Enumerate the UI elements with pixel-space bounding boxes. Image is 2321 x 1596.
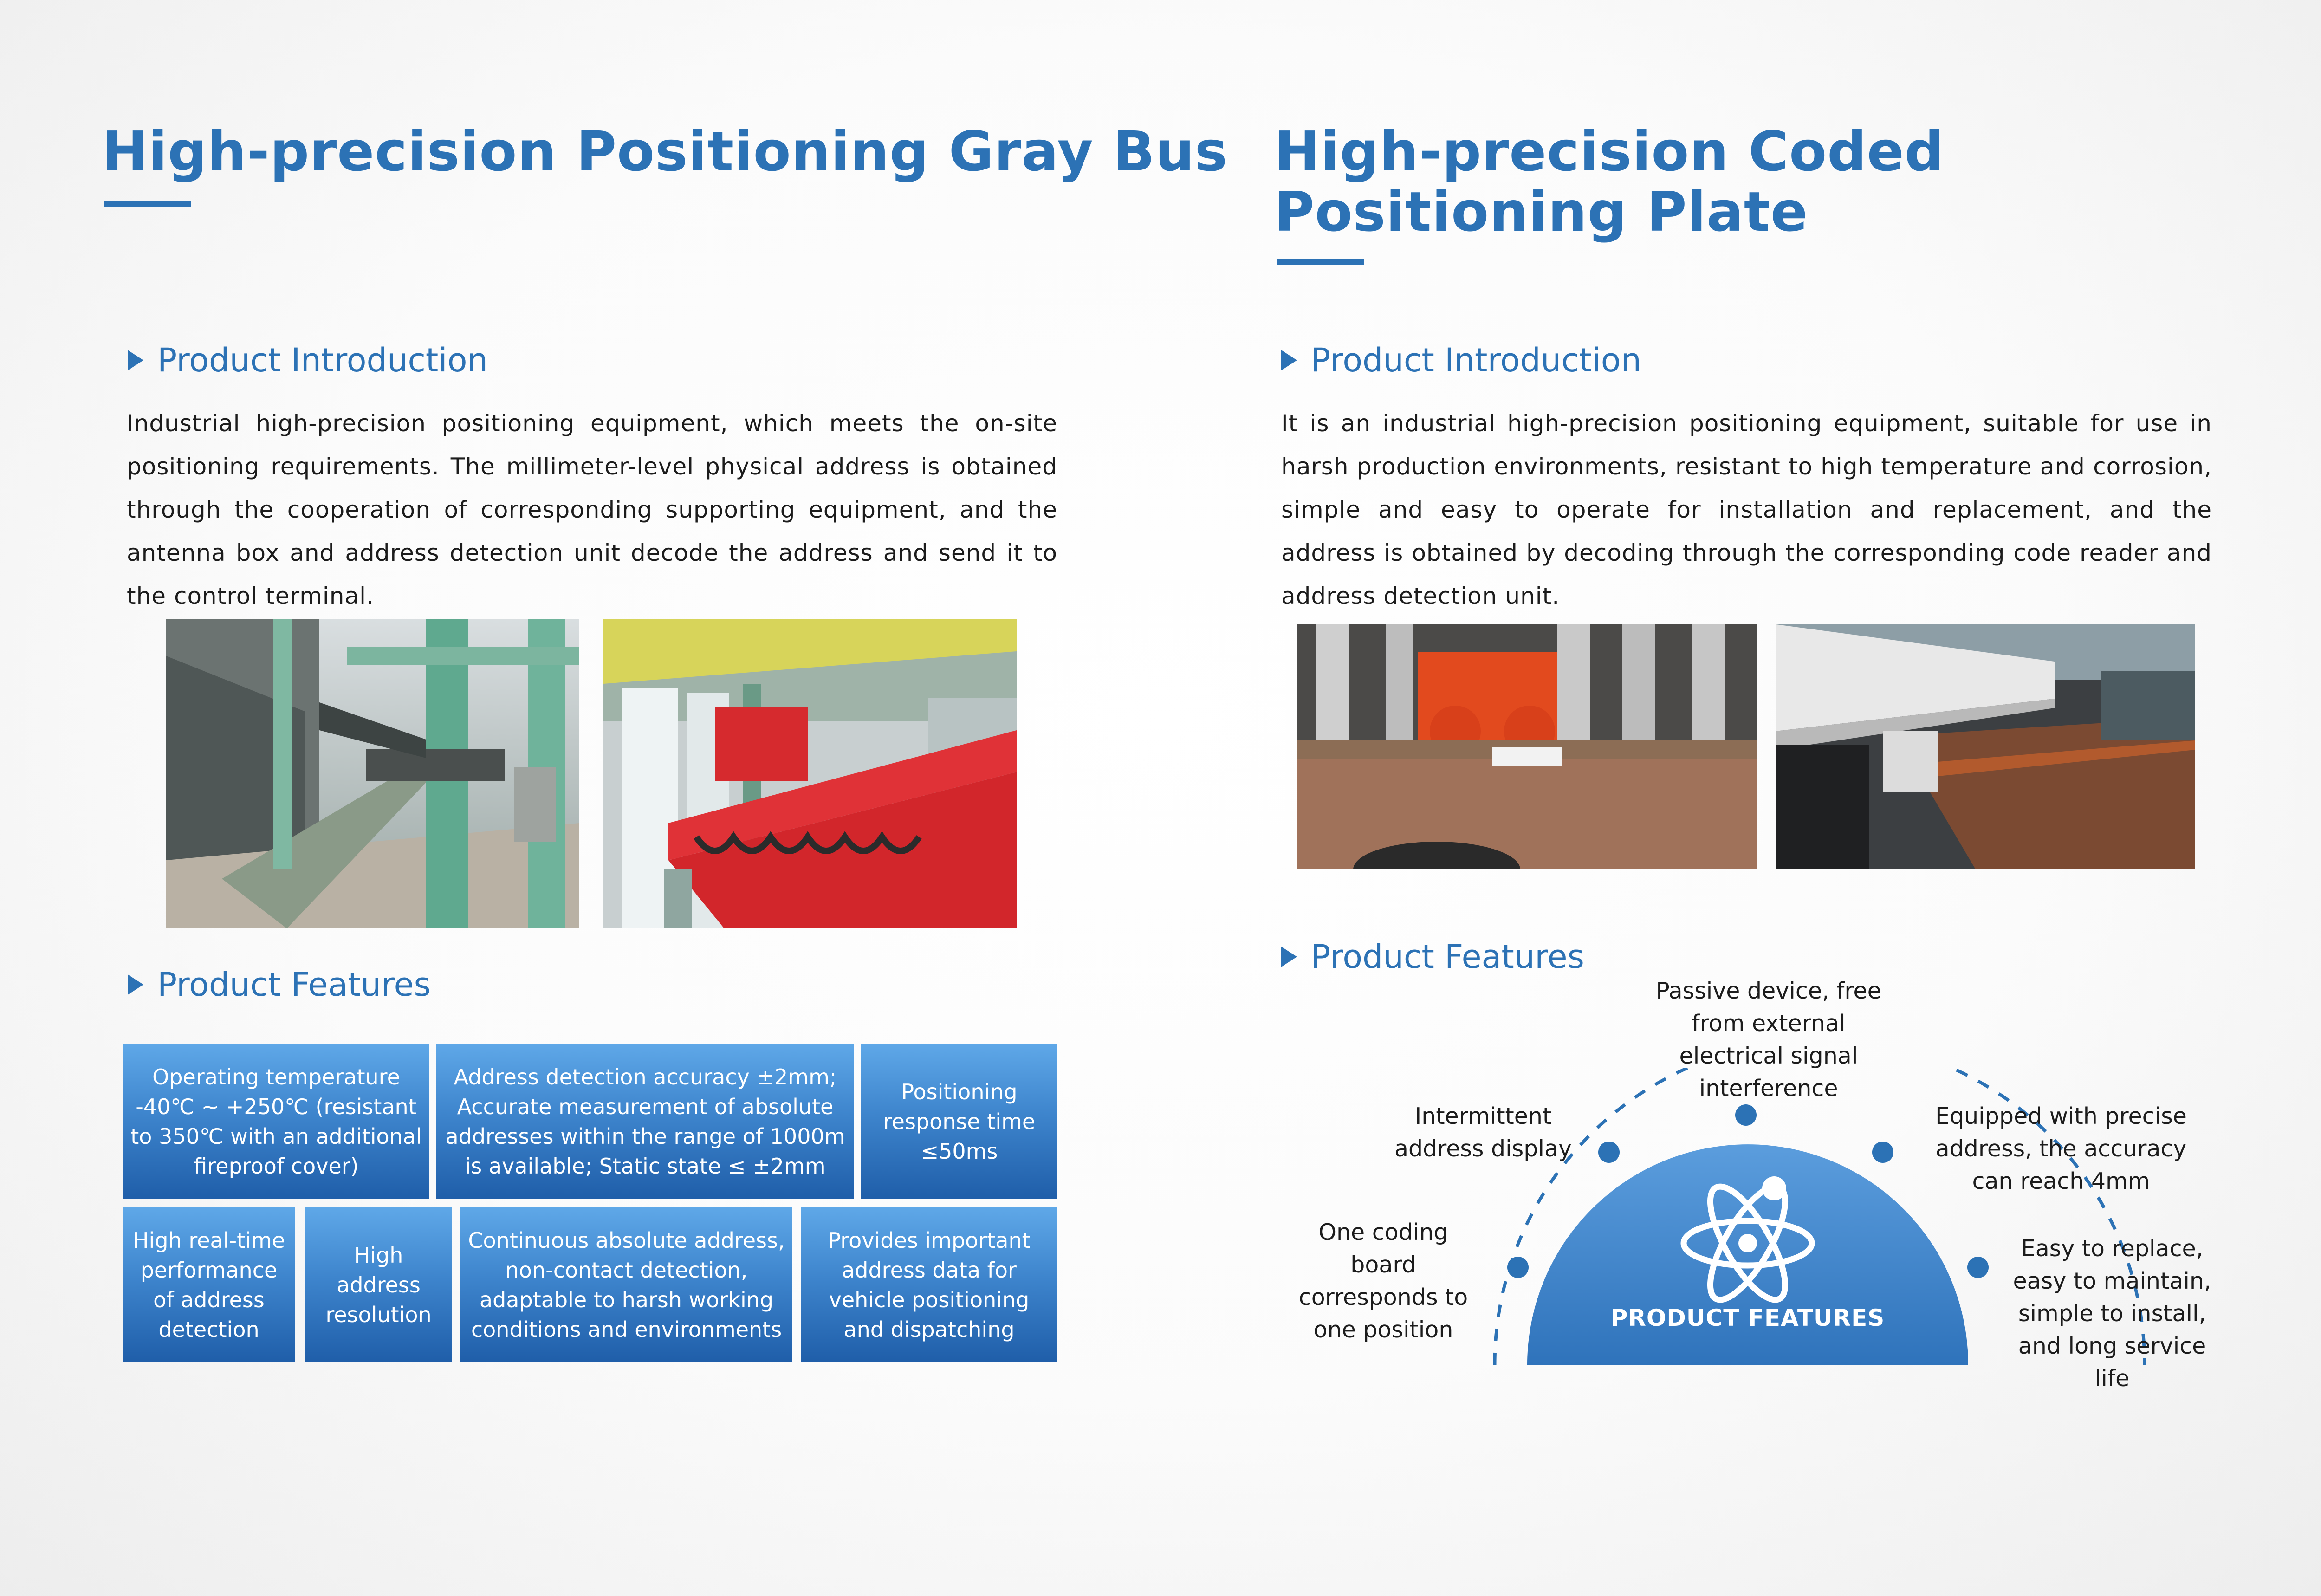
- gray-bus-crane-photo: [603, 619, 1017, 928]
- right-title-underline: [1277, 259, 1364, 265]
- right-title-line2: Positioning Plate: [1274, 179, 1809, 244]
- triangle-bullet-icon: [1281, 350, 1297, 370]
- feature-precise-address: Equipped with precise address, the accuracy can reach 4mm: [1935, 1103, 2187, 1194]
- dome-shape: [1527, 1144, 1968, 1365]
- feature-dot: [1872, 1142, 1893, 1163]
- triangle-bullet-icon: [128, 350, 143, 370]
- left-intro-text: Industrial high-precision positioning equipment, which meets the on-site positioning requirements. The millimeter-level physical address is obtained through the cooperation of corresponding supporting equipment, and the antenna box and address detection unit decode the address and send it to the control terminal.: [127, 410, 1057, 610]
- left-features-heading-label: Product Features: [157, 966, 431, 1004]
- feature-box-detection-accuracy: Address detection accuracy ±2mm; Accurate measurement of absolute addresses within the range of 1000m is available; Static state ≤ ±2mm: [436, 1044, 854, 1199]
- right-intro-text: It is an industrial high-precision positioning equipment, suitable for use in harsh production environments, resistant to high temperature and corrosion, simple and easy to operate for installation and replacement, and the address is obtained by decoding through the corresponding code reader and address detection unit.: [1281, 410, 2212, 610]
- gray-bus-corridor-photo: [166, 619, 579, 928]
- left-features-heading: [128, 966, 431, 1004]
- feature-intermittent-display: Intermittent address display: [1394, 1103, 1572, 1162]
- feature-box-resolution: High address resolution: [305, 1207, 452, 1362]
- coded-plate-pipeline-photo: [1776, 624, 2195, 869]
- feature-box-real-time: High real-time performance of address detection: [123, 1207, 295, 1362]
- right-features-heading-label: Product Features: [1311, 938, 1585, 976]
- feature-one-board-one-position: One coding board corresponds to one position: [1298, 1219, 1468, 1343]
- right-intro-heading-label: Product Introduction: [1311, 341, 1641, 379]
- right-intro-heading: [1281, 341, 1641, 379]
- feature-dot: [1507, 1257, 1529, 1278]
- feature-box-address-data: Provides important address data for vehicle positioning and dispatching: [801, 1207, 1057, 1362]
- right-title-line1: High-precision Coded: [1274, 119, 1945, 183]
- feature-easy-maintenance: Easy to replace, easy to maintain, simple to install, and long service life: [2013, 1235, 2211, 1392]
- left-intro-heading-label: Product Introduction: [157, 341, 488, 379]
- triangle-bullet-icon: [1281, 947, 1297, 967]
- left-title-underline: [104, 201, 191, 207]
- coded-plate-trolley-photo: [1297, 624, 1757, 869]
- feature-dot: [1967, 1257, 1989, 1278]
- feature-passive-device: Passive device, free from external electrical signal interference: [1656, 978, 1881, 1102]
- feature-dot: [1598, 1142, 1620, 1163]
- dome-label: PRODUCT FEATURES: [1610, 1304, 1885, 1331]
- feature-dot: [1735, 1104, 1757, 1126]
- feature-box-response-time: Positioning response time ≤50ms: [861, 1044, 1057, 1199]
- left-page-title: High-precision Positioning Gray Bus: [102, 119, 1228, 183]
- feature-box-operating-temperature: Operating temperature -40℃ ~ +250℃ (resistant to 350℃ with an additional fireproof cover): [123, 1044, 429, 1199]
- right-page-title: [1274, 119, 1945, 244]
- feature-box-continuous-address: Continuous absolute address, non-contact detection, adaptable to harsh working conditions and environments: [460, 1207, 792, 1362]
- triangle-bullet-icon: [128, 974, 143, 995]
- left-intro-heading: [128, 341, 488, 379]
- right-features-heading: [1281, 938, 1584, 976]
